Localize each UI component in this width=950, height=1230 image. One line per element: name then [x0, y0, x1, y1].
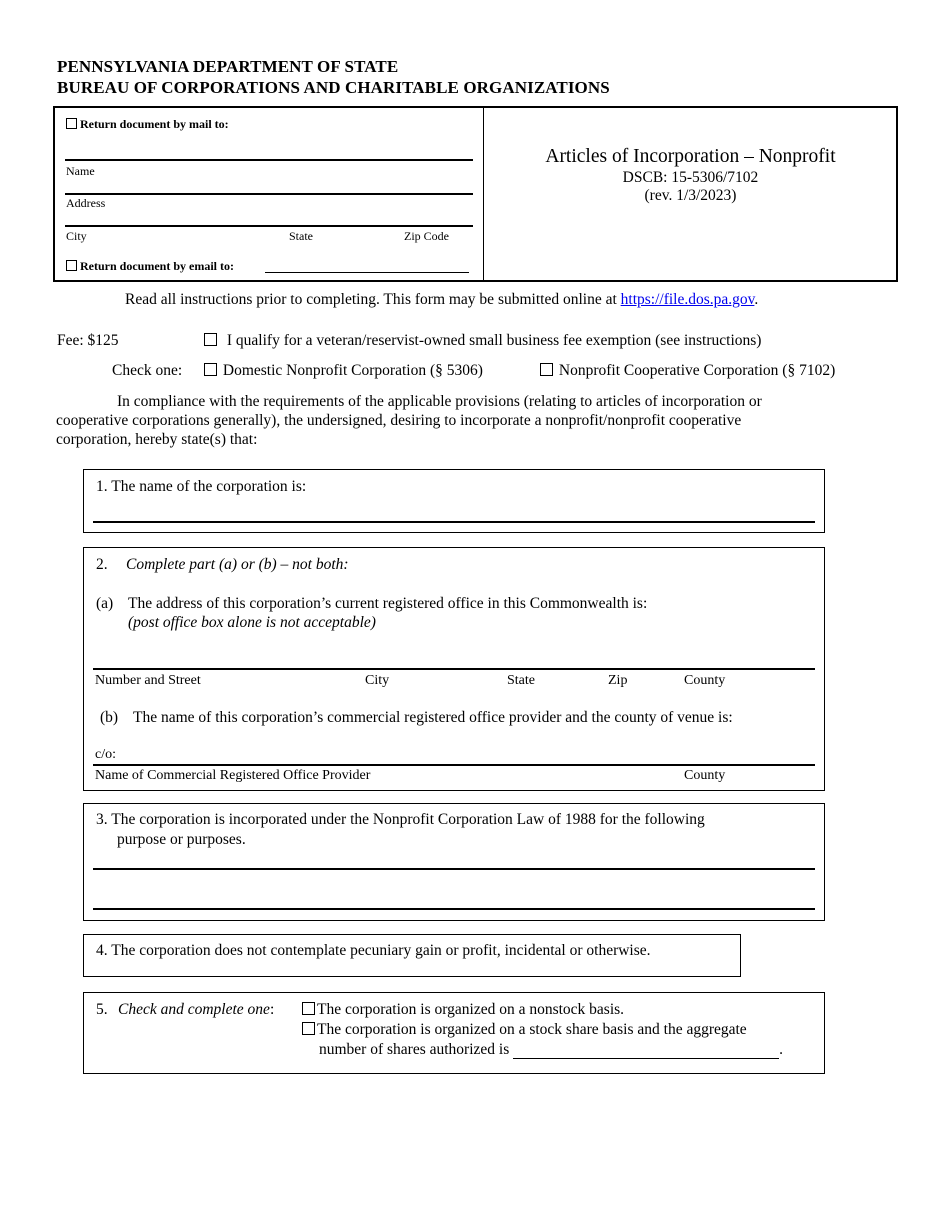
- compliance-line3: corporation, hereby state(s) that:: [56, 431, 258, 448]
- online-filing-link[interactable]: https://file.dos.pa.gov: [620, 291, 755, 308]
- header-box-divider: [483, 108, 484, 280]
- domestic-nonprofit-label: Domestic Nonprofit Corporation (§ 5306): [222, 362, 483, 379]
- name-line[interactable]: [65, 159, 473, 161]
- section-1-text: 1. The name of the corporation is:: [96, 478, 307, 495]
- return-mail-row: [66, 117, 229, 132]
- instructions-text: Read all instructions prior to completing. This form may be submitted online at: [125, 291, 617, 308]
- section-4-text: 4. The corporation does not contemplate pecuniary gain or profit, incidental or otherwise.: [96, 942, 651, 959]
- nonstock-row: [302, 1001, 624, 1019]
- form-revision: (rev. 1/3/2023): [644, 187, 737, 204]
- part-a-text: The address of this corporation’s current registered office in this Commonwealth is:: [128, 595, 648, 612]
- part-a-note: (post office box alone is not acceptable): [128, 614, 376, 631]
- stock-share-row: [302, 1021, 747, 1039]
- header-box: [53, 106, 898, 282]
- form-title: Articles of Incorporation – Nonprofit: [545, 146, 836, 167]
- col-number-street: Number and Street: [95, 673, 201, 688]
- shares-authorized-period: .: [779, 1041, 783, 1058]
- col-county: County: [684, 673, 726, 688]
- name-label: Name: [66, 164, 95, 178]
- fee-exemption-checkbox[interactable]: [204, 333, 217, 346]
- return-mail-label: Return document by mail to:: [80, 117, 229, 131]
- fee-exemption-row: [204, 332, 761, 350]
- fee-exemption-label: I qualify for a veteran/reservist-owned small business fee exemption (see instructions): [226, 332, 762, 349]
- shares-authorized-field[interactable]: [513, 1044, 779, 1059]
- return-email-label: Return document by email to:: [80, 259, 234, 273]
- section-2-box: [83, 547, 825, 791]
- nonprofit-cooperative-checkbox[interactable]: [540, 363, 553, 376]
- section-1-box: [83, 469, 825, 533]
- return-mail-checkbox[interactable]: [66, 118, 77, 129]
- section-5-number: 5.: [96, 1001, 108, 1018]
- part-a-label: (a): [96, 595, 114, 612]
- compliance-line2: cooperative corporations generally), the undersigned, desiring to incorporate a nonprofit/nonprofit cooperative: [56, 412, 742, 429]
- bureau-name: BUREAU OF CORPORATIONS AND CHARITABLE ORGANIZATIONS: [57, 78, 610, 97]
- part-b-text: The name of this corporation’s commercial registered office provider and the county of venue is:: [133, 709, 733, 726]
- section-3-box: [83, 803, 825, 921]
- section-3-line2: purpose or purposes.: [117, 831, 246, 848]
- form-code: DSCB: 15-5306/7102: [622, 169, 759, 186]
- nonprofit-cooperative-label: Nonprofit Cooperative Corporation (§ 7102): [558, 362, 836, 379]
- col-city: City: [365, 673, 390, 688]
- city-label: City: [66, 229, 87, 243]
- purpose-field-line2[interactable]: [93, 908, 815, 910]
- care-of-label: c/o:: [95, 747, 116, 762]
- col-state: State: [507, 673, 535, 688]
- instructions-period: .: [754, 291, 759, 308]
- shares-authorized-row: [319, 1041, 783, 1059]
- zip-code-label: Zip Code: [404, 229, 449, 243]
- domestic-nonprofit-checkbox[interactable]: [204, 363, 217, 376]
- part-b-label: (b): [100, 709, 119, 726]
- section-2-number: 2.: [96, 556, 108, 573]
- return-email-row: [66, 259, 234, 274]
- state-label: State: [289, 229, 313, 243]
- compliance-line1: In compliance with the requirements of the applicable provisions (relating to articles of incorporation or: [117, 393, 762, 410]
- domestic-nonprofit-row: [204, 362, 483, 380]
- provider-county-label: County: [684, 768, 726, 783]
- purpose-field-line1[interactable]: [93, 868, 815, 870]
- corporation-name-field[interactable]: [93, 521, 815, 523]
- stock-share-label-line1: The corporation is organized on a stock share basis and the aggregate: [317, 1021, 747, 1038]
- address-label: Address: [66, 196, 106, 210]
- section-5-colon: :: [269, 1001, 275, 1018]
- nonstock-label: The corporation is organized on a nonstock basis.: [317, 1001, 625, 1018]
- section-4-box: [83, 934, 741, 977]
- stock-share-checkbox[interactable]: [302, 1022, 315, 1035]
- city-state-zip-line[interactable]: [65, 225, 473, 227]
- check-one-label: Check one:: [112, 362, 183, 379]
- fee-label: Fee: $125: [57, 332, 119, 349]
- section-5-heading: Check and complete one: [118, 1001, 270, 1018]
- instructions-line: [125, 291, 758, 309]
- nonprofit-cooperative-row: [540, 362, 835, 380]
- agency-name: PENNSYLVANIA DEPARTMENT OF STATE: [57, 57, 399, 76]
- col-zip: Zip: [608, 673, 628, 688]
- form-title-block: [485, 146, 896, 205]
- section-2-heading: Complete part (a) or (b) – not both:: [126, 556, 349, 573]
- nonstock-checkbox[interactable]: [302, 1002, 315, 1015]
- commercial-provider-field[interactable]: [93, 764, 815, 766]
- return-email-field[interactable]: [265, 272, 469, 273]
- provider-name-label: Name of Commercial Registered Office Provider: [95, 768, 371, 783]
- section-3-line1: 3. The corporation is incorporated under the Nonprofit Corporation Law of 1988 for the following: [96, 811, 705, 828]
- section-5-heading-row: [118, 1001, 274, 1019]
- registered-office-address-field[interactable]: [93, 668, 815, 670]
- section-5-box: [83, 992, 825, 1074]
- stock-share-label-line2: number of shares authorized is: [319, 1041, 510, 1058]
- address-line[interactable]: [65, 193, 473, 195]
- return-email-checkbox[interactable]: [66, 260, 77, 271]
